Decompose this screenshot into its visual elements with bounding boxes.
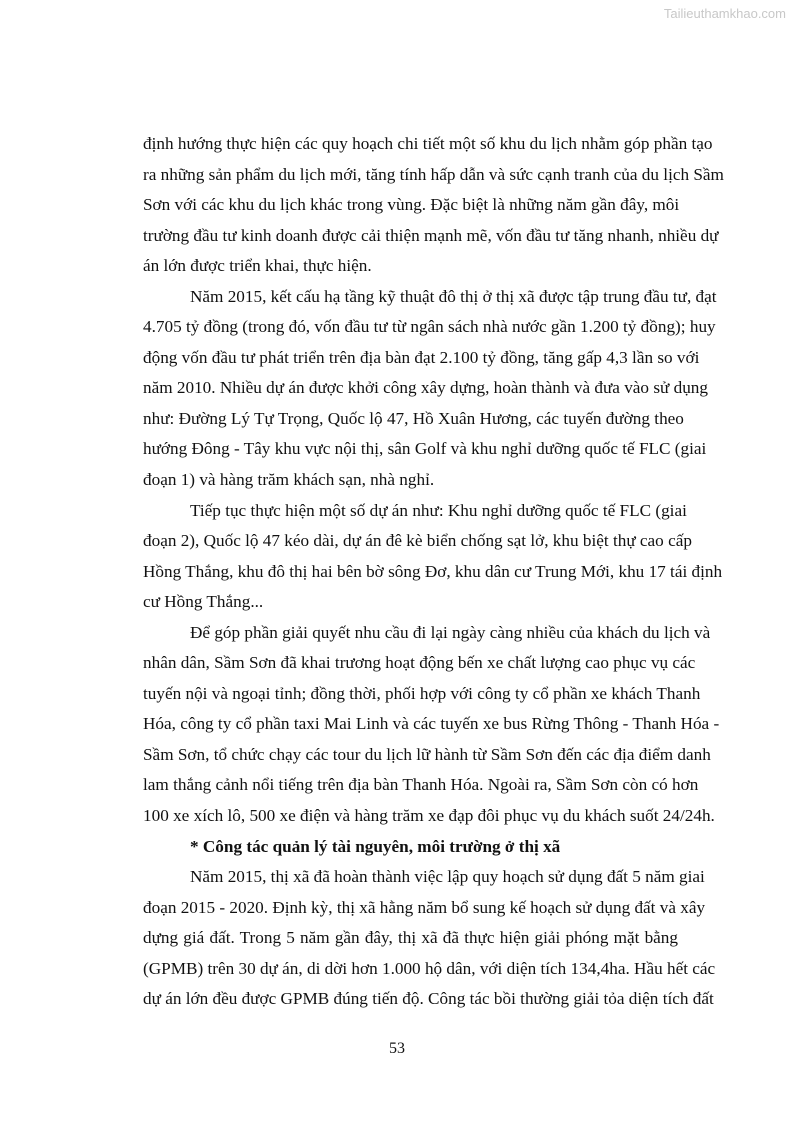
page-number: 53 xyxy=(389,1040,405,1057)
text-line: hướng Đông - Tây khu vực nội thị, sân Golf và khu nghỉ dưỡng quốc tế FLC (giai xyxy=(143,439,707,459)
text-line: trường đầu tư kinh doanh được cải thiện mạnh mẽ, vốn đầu tư tăng nhanh, nhiều dự xyxy=(143,225,719,245)
text-line: lam thắng cảnh nổi tiếng trên địa bàn Thanh Hóa. Ngoài ra, Sầm Sơn còn có hơn xyxy=(143,775,699,795)
text-line: án lớn được triển khai, thực hiện. xyxy=(143,256,372,276)
text-line: Hồng Thắng, khu đô thị hai bên bờ sông Đơ, khu dân cư Trung Mới, khu 17 tái định xyxy=(143,561,723,581)
text-line: như: Đường Lý Tự Trọng, Quốc lộ 47, Hồ Xuân Hương, các tuyến đường theo xyxy=(143,408,684,428)
paragraph-5 xyxy=(143,862,716,1015)
text-line: Sầm Sơn, tổ chức chạy các tour du lịch lữ hành từ Sầm Sơn đến các địa điểm danh xyxy=(143,744,711,764)
text-line: Năm 2015, thị xã đã hoàn thành việc lập quy hoạch sử dụng đất 5 năm giai xyxy=(190,867,705,887)
watermark: Tailieuthamkhao.com xyxy=(663,6,786,21)
text-line: dựng giá đất. Trong 5 năm gần đây, thị xã đã thực hiện giải phóng mặt bằng xyxy=(143,928,678,948)
paragraph-3 xyxy=(143,496,723,618)
text-line: định hướng thực hiện các quy hoạch chi tiết một số khu du lịch nhằm góp phần tạo xyxy=(143,134,713,153)
text-line: tuyến nội và ngoại tỉnh; đồng thời, phối hợp với công ty cổ phần xe khách Thanh xyxy=(143,683,701,703)
text-line: Để góp phần giải quyết nhu cầu đi lại ngày càng nhiều của khách du lịch và xyxy=(190,622,711,642)
text-line: dự án lớn đều được GPMB đúng tiến độ. Công tác bồi thường giải tỏa diện tích đất xyxy=(143,989,714,1009)
text-line: đoạn 2015 - 2020. Định kỳ, thị xã hằng năm bổ sung kế hoạch sử dụng đất và xây xyxy=(143,897,706,917)
text-line: 100 xe xích lô, 500 xe điện và hàng trăm xe đạp đôi phục vụ du khách suốt 24/24h. xyxy=(143,806,715,826)
text-line: ra những sản phẩm du lịch mới, tăng tính hấp dẫn và sức cạnh tranh của du lịch Sầm xyxy=(143,164,724,184)
text-line: 4.705 tỷ đồng (trong đó, vốn đầu tư từ ngân sách nhà nước gần 1.200 tỷ đồng); huy xyxy=(143,317,716,337)
section-heading: * Công tác quản lý tài nguyên, môi trường ở thị xã xyxy=(190,836,561,856)
text-line: đoạn 2), Quốc lộ 47 kéo dài, dự án đê kè biển chống sạt lở, khu biệt thự cao cấp xyxy=(143,531,692,551)
text-line: (GPMB) trên 30 dự án, di dời hơn 1.000 hộ dân, với diện tích 134,4ha. Hầu hết các xyxy=(143,958,716,978)
document-body xyxy=(143,129,724,1015)
paragraph-1 xyxy=(143,129,724,282)
text-line: động vốn đầu tư phát triển trên địa bàn đạt 2.100 tỷ đồng, tăng gấp 4,3 lần so với xyxy=(143,347,700,367)
text-line: năm 2010. Nhiều dự án được khởi công xây dựng, hoàn thành và đưa vào sử dụng xyxy=(143,378,708,398)
text-line: Tiếp tục thực hiện một số dự án như: Khu nghỉ dưỡng quốc tế FLC (giai xyxy=(190,500,687,520)
paragraph-4 xyxy=(143,618,720,832)
text-line: cư Hồng Thắng... xyxy=(143,592,264,612)
text-line: đoạn 1) và hàng trăm khách sạn, nhà nghỉ. xyxy=(143,470,435,490)
text-line: Năm 2015, kết cấu hạ tầng kỹ thuật đô thị ở thị xã được tập trung đầu tư, đạt xyxy=(190,286,717,306)
text-line: Sơn với các khu du lịch khác trong vùng. Đặc biệt là những năm gần đây, môi xyxy=(143,195,680,215)
text-line: nhân dân, Sầm Sơn đã khai trương hoạt động bến xe chất lượng cao phục vụ các xyxy=(143,653,696,673)
paragraph-2 xyxy=(143,282,717,496)
text-line: Hóa, công ty cổ phần taxi Mai Linh và các tuyến xe bus Rừng Thông - Thanh Hóa - xyxy=(143,714,720,734)
